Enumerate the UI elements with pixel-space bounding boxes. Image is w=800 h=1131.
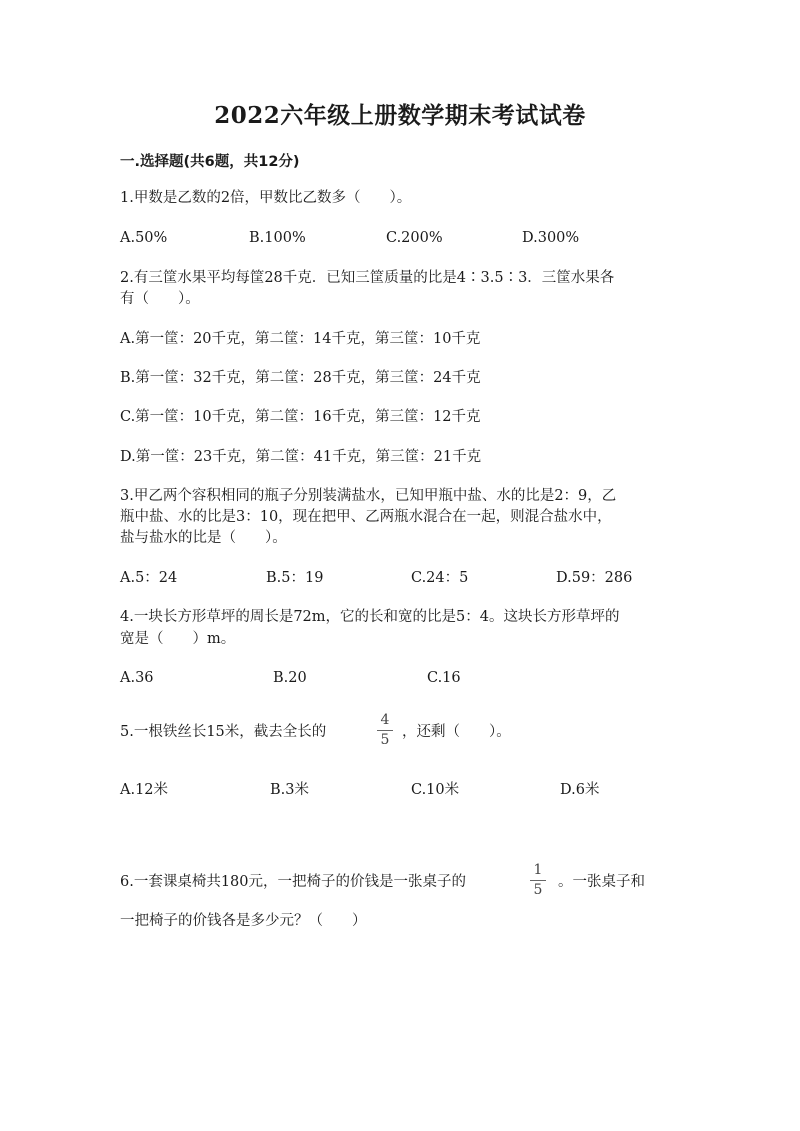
question-4-stem-line-2: 宽是（ ）m。 <box>120 631 236 647</box>
question-5-option-d: D.6米 <box>560 782 600 798</box>
question-4-option-c: C.16 <box>427 670 461 686</box>
question-5-option-b: B.3米 <box>270 782 309 798</box>
question-2-stem-line-2: 有（ ）。 <box>120 291 200 307</box>
section-heading: 一.选择题(共6题，共12分) <box>120 154 300 170</box>
question-1-option-a: A.50% <box>120 230 168 246</box>
question-5-option-a: A.12米 <box>120 782 169 798</box>
question-1-stem: 1.甲数是乙数的2倍，甲数比乙数多（ ）。 <box>120 190 412 206</box>
fraction-denominator: 5 <box>380 732 390 748</box>
page-title: 2022六年级上册数学期末考试试卷 <box>214 102 586 129</box>
fraction-denominator: 5 <box>533 882 543 898</box>
question-3-option-a: A.5：24 <box>120 570 178 586</box>
question-5-fraction <box>375 712 395 749</box>
question-2-option-a: A.第一筐：20千克，第二筐：14千克，第三筐：10千克 <box>120 331 481 347</box>
question-3-option-b: B.5：19 <box>266 570 324 586</box>
question-6-stem-line-2: 一把椅子的价钱各是多少元？（ ） <box>120 913 367 929</box>
question-1-option-c: C.200% <box>386 230 443 246</box>
fraction-numerator: 1 <box>533 862 543 878</box>
question-5-stem-before: 5.一根铁丝长15米，截去全长的 <box>120 724 327 740</box>
question-2-option-d: D.第一筐：23千克，第二筐：41千克，第三筐：21千克 <box>120 449 482 465</box>
question-6-stem-after: 。一张桌子和 <box>558 874 645 890</box>
question-4-option-b: B.20 <box>273 670 307 686</box>
question-3-option-c: C.24：5 <box>411 570 469 586</box>
question-6-fraction <box>528 862 548 899</box>
question-4-option-a: A.36 <box>120 670 154 686</box>
fraction-bar <box>530 880 546 881</box>
question-5-option-c: C.10米 <box>411 782 460 798</box>
question-2-stem-line-1: 2.有三筐水果平均每筐28千克．已知三筐质量的比是4∶3.5∶3．三筐水果各 <box>120 270 615 286</box>
question-5-stem-after: ，还剩（ ）。 <box>402 724 511 740</box>
question-1-option-d: D.300% <box>522 230 580 246</box>
question-2-option-b: B.第一筐：32千克，第二筐：28千克，第三筐：24千克 <box>120 370 481 386</box>
question-3-stem-line-1: 3.甲乙两个容积相同的瓶子分别装满盐水，已知甲瓶中盐、水的比是2：9，乙 <box>120 488 617 504</box>
question-3-stem-line-2: 瓶中盐、水的比是3：10，现在把甲、乙两瓶水混合在一起，则混合盐水中， <box>120 509 612 525</box>
question-4-stem-line-1: 4.一块长方形草坪的周长是72m，它的长和宽的比是5：4。这块长方形草坪的 <box>120 609 620 625</box>
fraction-numerator: 4 <box>380 712 390 728</box>
question-2-option-c: C.第一筐：10千克，第二筐：16千克，第三筐：12千克 <box>120 409 481 425</box>
question-3-option-d: D.59：286 <box>556 570 633 586</box>
question-6-stem-before: 6.一套课桌椅共180元，一把椅子的价钱是一张桌子的 <box>120 874 467 890</box>
question-1-option-b: B.100% <box>249 230 306 246</box>
question-3-stem-line-3: 盐与盐水的比是（ ）。 <box>120 530 287 546</box>
fraction-bar <box>377 730 393 731</box>
